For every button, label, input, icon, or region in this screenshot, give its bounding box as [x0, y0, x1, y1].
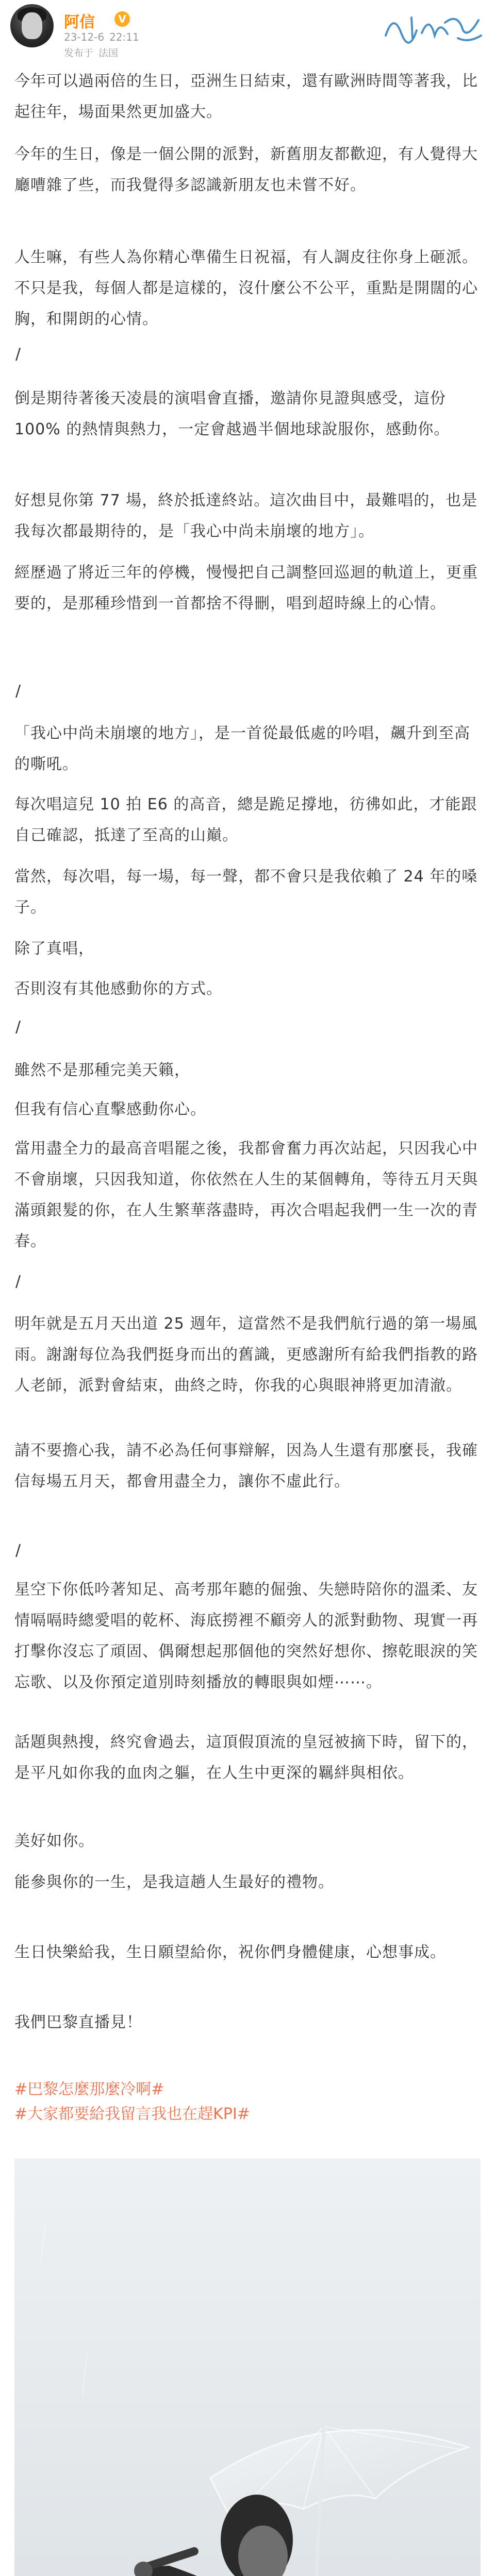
post-paragraph: 能參與你的一生，是我這趟人生最好的禮物。	[14, 1873, 334, 1891]
hashtag-link[interactable]: #巴黎怎麼那麼冷啊#	[14, 2080, 164, 2098]
post-paragraph: 今年的生日，像是一個公開的派對，新舊朋友都歡迎，有人覺得大廳嘈雜了些，而我覺得多認識新朋友也未嘗不好。	[14, 145, 478, 194]
post-paragraph: 我們巴黎直播見！	[14, 2013, 142, 2031]
avatar[interactable]	[10, 4, 54, 47]
post-paragraph: 星空下你低吟著知足、高考那年聽的倔強、失戀時陪你的溫柔、友情嗝嗝時總愛唱的乾杯、海底撈裡不顧旁人的派對動物、現實一再打擊你沒忘了頑固、偶爾想起那個他的突然好想你、擦乾眼淚的笑忘歌、以及你預定道別時刻播放的轉眼與如煙⋯⋯。	[14, 1581, 478, 1691]
post-paragraph: 今年可以過兩倍的生日，亞洲生日結束，還有歐洲時間等著我，比起往年，場面果然更加盛大。	[14, 72, 478, 121]
post-paragraph: 每次唱這兒 10 拍 E6 的高音，總是跪足撐地，彷彿如此，才能跟自己確認，抵達了至高的山巔。	[14, 795, 477, 844]
avatar-face	[22, 12, 42, 39]
section-divider: /	[15, 1018, 21, 1036]
post-paragraph: 生日快樂給我，生日願望給你，祝你們身體健康，心想事成。	[14, 1943, 446, 1961]
post-paragraph: 但我有信心直擊感動你心。	[14, 1100, 206, 1118]
post-paragraph: 好想見你第 77 場，終於抵達終站。這次曲目中，最難唱的，也是我每次都最期待的，是「我心中尚未崩壞的地方」。	[14, 492, 478, 540]
post-paragraph: 「我心中尚未崩壞的地方」，是一首從最低處的吟唱，飆升到至高的嘶吼。	[14, 724, 470, 773]
post-paragraph: 美好如你。	[14, 1832, 94, 1850]
verified-badge-icon: V	[114, 11, 130, 27]
post-source	[64, 45, 123, 59]
post-header	[0, 0, 495, 61]
post-paragraph: 雖然不是那種完美天籟，	[14, 1061, 190, 1079]
post-paragraph: 當然，每次唱，每一場，每一聲，都不會只是我依賴了 24 年的嗓子。	[14, 868, 478, 917]
post-location: 法国	[98, 47, 119, 59]
user-name[interactable]: 阿信	[64, 13, 95, 31]
post-paragraph: 話題與熱搜，終究會過去，這頂假頂流的皇冠被摘下時，留下的，是平凡如你我的血肉之軀，在人生中更深的羈絆與相依。	[14, 1733, 478, 1782]
post-meta	[64, 31, 144, 43]
post-paragraph: 經歷過了將近三年的停機，慢慢把自己調整回巡迴的軌道上，更重要的，是那種珍惜到一首都捨不得刪，唱到超時線上的心情。	[14, 564, 478, 613]
section-divider: /	[15, 1273, 21, 1291]
hashtag-link[interactable]: #大家都要給我留言我也在趕KPI#	[14, 2105, 250, 2123]
post-paragraph: 請不要擔心我，請不必為任何事辯解，因為人生還有那麼長，我確信每場五月天，都會用盡全力，讓你不虛此行。	[14, 1442, 478, 1490]
post-paragraph: 倒是期待著後天凌晨的演唱會直播，邀請你見證與感受，這份 100% 的熱情與熱力，一定會越過半個地球說服你，感動你。	[14, 389, 450, 438]
section-divider: /	[15, 1541, 21, 1560]
post-paragraph: 除了真唱，	[14, 940, 94, 958]
post-paragraph: 當用盡全力的最高音唱罷之後，我都會奮力再次站起，只因我心中不會崩壞，只因我知道，你依然在人生的某個轉角，等待五月天與滿頭銀髮的你，在人生繁華落盡時，再次合唱起我們一生一次的青春。	[14, 1140, 478, 1250]
singer-with-umbrella-photo	[14, 2159, 481, 2576]
posted-from-label: 发布于	[64, 47, 94, 59]
post-time: 22:11	[109, 31, 139, 43]
post-paragraph: 否則沒有其他感動你的方式。	[14, 980, 222, 998]
post-date: 23-12-6	[64, 31, 105, 43]
post-paragraph: 人生嘛，有些人為你精心準備生日祝福，有人調皮往你身上砸派。不只是我，每個人都是這樣的，沒什麼公不公平，重點是開闊的心胸，和開朗的心情。	[14, 248, 478, 328]
post-photo[interactable]	[14, 2159, 481, 2576]
post-paragraph: 明年就是五月天出道 25 週年，這當然不是我們航行過的第一場風雨。謝謝每位為我們挺身而出的舊識，更感謝所有給我們指教的路人老師，派對會結束，曲終之時，你我的心與眼神將更加清澈。	[14, 1315, 478, 1395]
section-divider: /	[15, 682, 21, 700]
section-divider: /	[15, 345, 21, 363]
signature-icon	[381, 7, 484, 48]
